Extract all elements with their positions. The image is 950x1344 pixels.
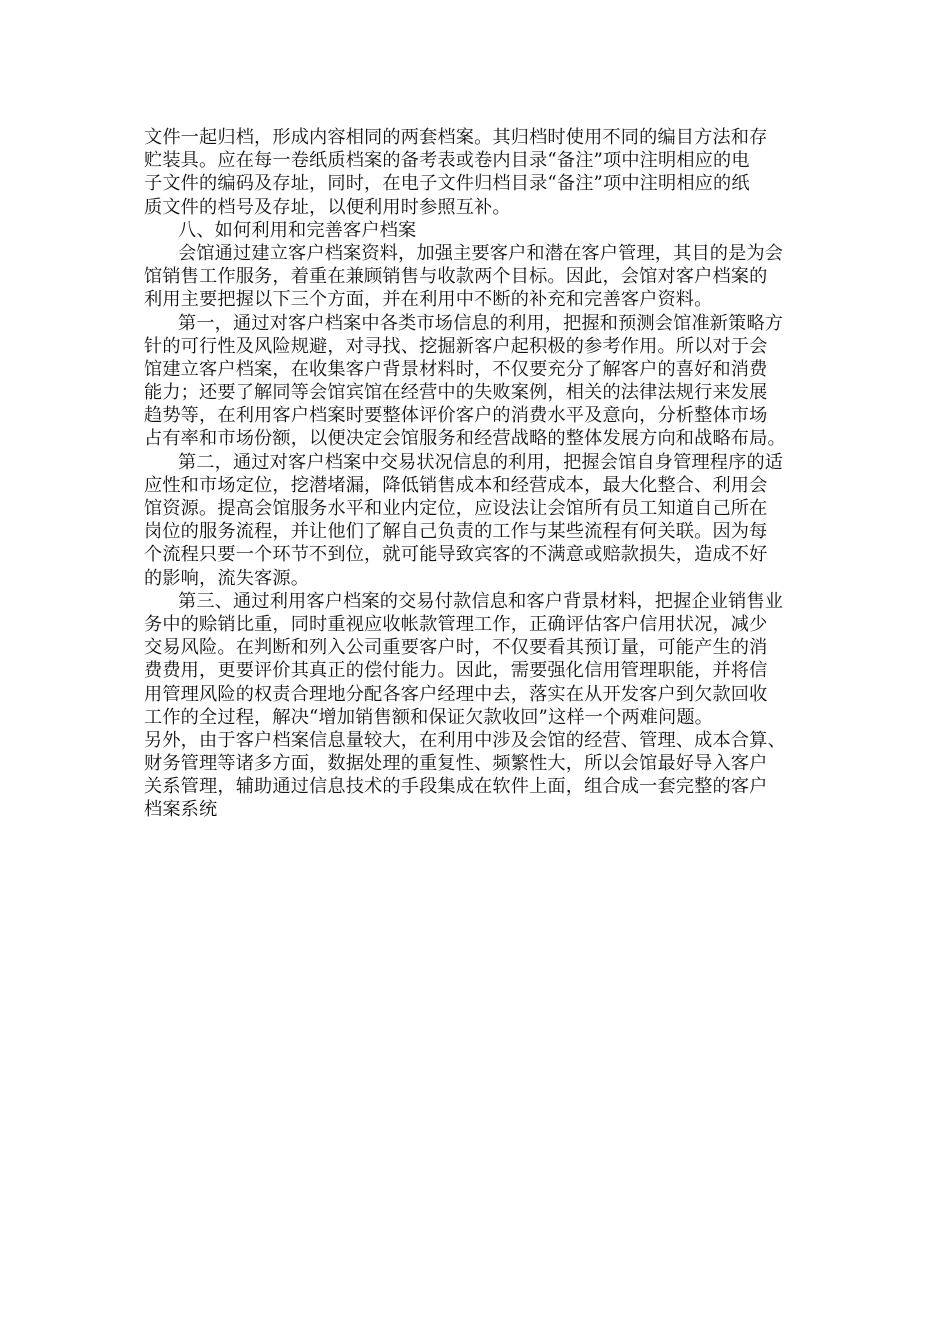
- text-line: 关系管理，辅助通过信息技术的手段集成在软件上面，组合成一套完整的客户: [144, 776, 768, 798]
- text-line: 占有率和市场份额，以便决定会馆服务和经营战略的整体发展方向和战略布局。: [144, 428, 786, 450]
- text-line: 第三、通过利用客户档案的交易付款信息和客户背景材料，把握企业销售业: [178, 590, 784, 612]
- text-line: 档案系统: [144, 799, 218, 821]
- text-line: 个流程只要一个环节不到位，就可能导致宾客的不满意或赔款损失，造成不好: [144, 544, 768, 566]
- text-line: 馆销售工作服务，着重在兼顾销售与收款两个目标。因此，会馆对客户档案的: [144, 266, 768, 288]
- text-line: 工作的全过程，解决“增加销售额和保证欠款收回”这样一个两难问题。: [144, 706, 714, 728]
- text-line: 会馆通过建立客户档案资料，加强主要客户和潜在客户管理，其目的是为会: [178, 242, 784, 264]
- text-line: 财务管理等诸多方面，数据处理的重复性、频繁性大，所以会馆最好导入客户: [144, 753, 768, 775]
- text-line: 馆建立客户档案，在收集客户背景材料时，不仅要充分了解客户的喜好和消费: [144, 358, 768, 380]
- text-line: 第一，通过对客户档案中各类市场信息的利用，把握和预测会馆准新策略方: [178, 312, 784, 334]
- text-line: 馆资源。提高会馆服务水平和业内定位，应设法让会馆所有员工知道自己所在: [144, 498, 768, 519]
- text-line: 能力；还要了解同等会馆宾馆在经营中的失败案例，相关的法律法规行来发展: [144, 382, 768, 404]
- text-line: 费费用，更要评价其真正的偿付能力。因此，需要强化信用管理职能，并将信: [144, 660, 768, 682]
- text-line: 应性和市场定位，挖潜堵漏，降低销售成本和经营成本，最大化整合、利用会: [144, 474, 768, 496]
- text-line: 趋势等，在利用客户档案时要整体评价客户的消费水平及意向，分析整体市场: [144, 405, 768, 427]
- text-line: 贮装具。应在每一卷纸质档案的备考表或卷内目录“备注”项中注明相应的电: [144, 150, 750, 172]
- text-line: 针的可行性及风险规避，对寻找、挖掘新客户起积极的参考作用。所以对于会: [144, 335, 768, 357]
- text-line: 质文件的档号及存址，以便利用时参照互补。: [144, 196, 511, 218]
- document-body: [144, 126, 824, 822]
- text-line: 第二，通过对客户档案中交易状况信息的利用，把握会馆自身管理程序的适: [178, 451, 784, 473]
- text-line: 岗位的服务流程，并让他们了解自己负责的工作与某些流程有何关联。因为每: [144, 521, 768, 543]
- text-line: 另外，由于客户档案信息量较大，在利用中涉及会馆的经营、管理、成本合算、: [144, 729, 786, 751]
- text-line: 务中的赊销比重，同时重视应收帐款管理工作，正确评估客户信用状况，减少: [144, 613, 768, 635]
- text-line: 子文件的编码及存址，同时，在电子文件归档目录“备注”项中注明相应的纸: [144, 173, 750, 195]
- text-line: 用管理风险的权责合理地分配各客户经理中去，落实在从开发客户到欠款回收: [144, 683, 768, 705]
- text-line: 文件一起归档，形成内容相同的两套档案。其归档时使用不同的编目方法和存: [144, 127, 768, 148]
- text-line: 交易风险。在判断和列入公司重要客户时，不仅要看其预订量，可能产生的消: [144, 637, 768, 659]
- text-line: 八、如何利用和完善客户档案: [178, 219, 417, 241]
- text-line: 利用主要把握以下三个方面，并在利用中不断的补充和完善客户资料。: [144, 289, 713, 311]
- text-line: 的影响，流失客源。: [144, 567, 310, 589]
